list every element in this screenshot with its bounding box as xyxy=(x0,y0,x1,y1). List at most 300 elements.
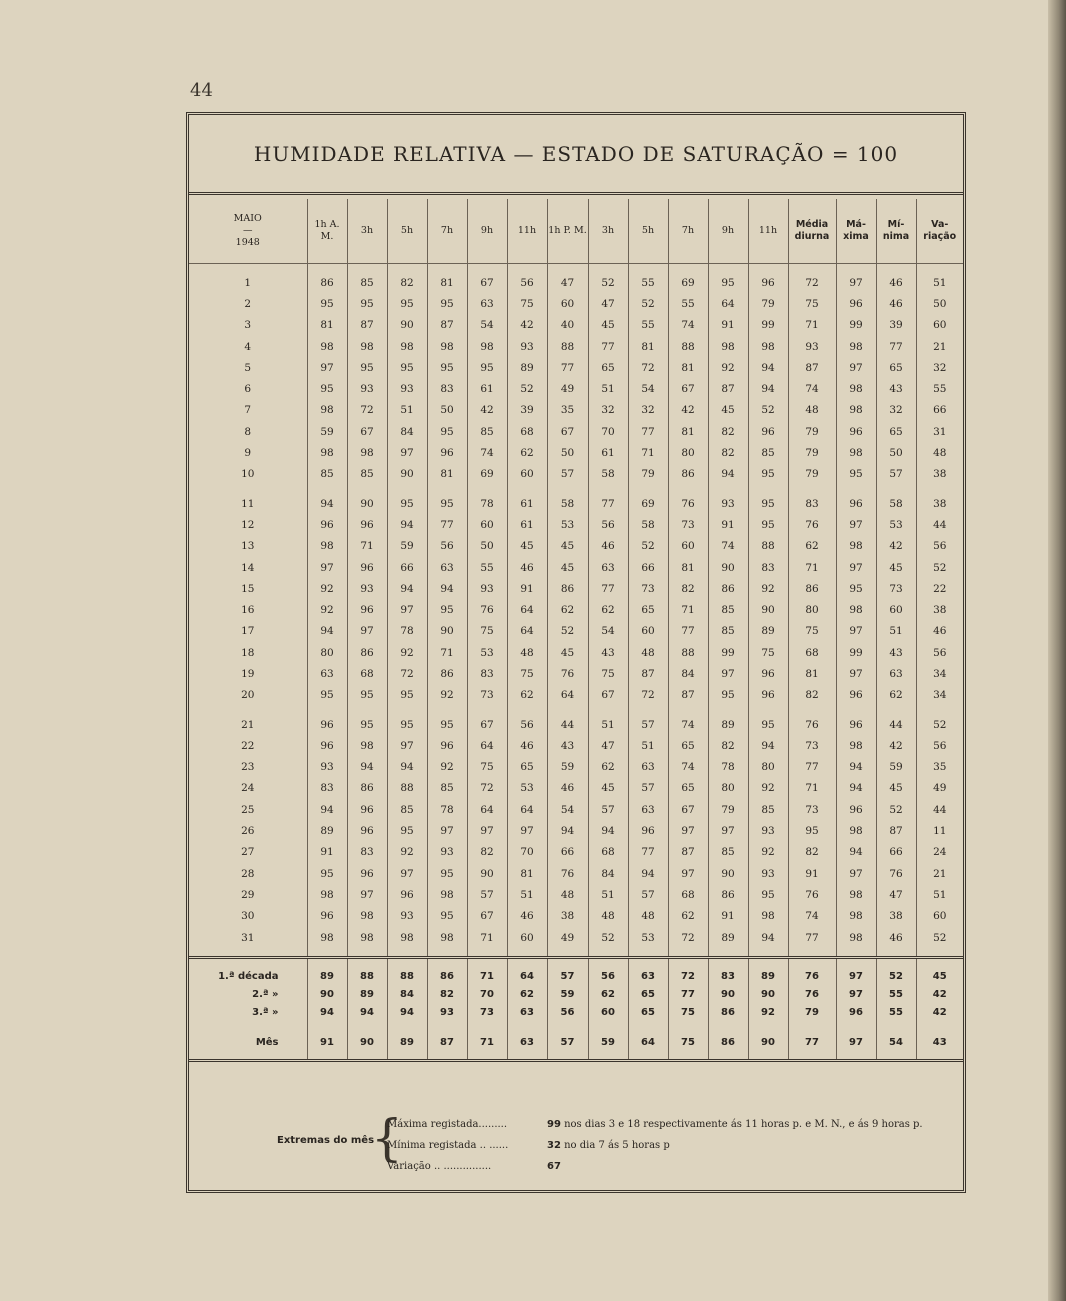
cell-value: 86 xyxy=(708,884,748,905)
header-col-3 xyxy=(427,199,467,264)
cell-value: 42 xyxy=(668,400,708,421)
summary-value: 71 xyxy=(467,958,507,986)
cell-value: 85 xyxy=(467,421,507,442)
summary-value: 84 xyxy=(387,985,427,1003)
cell-value: 82 xyxy=(467,842,507,863)
cell-value: 95 xyxy=(427,599,467,620)
cell-value: 97 xyxy=(836,621,876,642)
cell-value: 11 xyxy=(916,820,963,841)
summary-value: 64 xyxy=(507,958,547,986)
cell-value: 56 xyxy=(588,514,628,535)
cell-value: 81 xyxy=(307,315,347,336)
cell-value: 72 xyxy=(788,264,836,294)
cell-value: 91 xyxy=(708,315,748,336)
cell-value: 46 xyxy=(588,536,628,557)
cell-value: 97 xyxy=(387,599,427,620)
cell-value: 96 xyxy=(427,735,467,756)
cell-value: 76 xyxy=(876,863,916,884)
cell-value: 34 xyxy=(916,685,963,706)
summary-value: 90 xyxy=(347,1021,387,1061)
table-row xyxy=(189,557,963,578)
header-col-text-15: Va-riação xyxy=(923,219,957,242)
row-day: 30 xyxy=(241,910,255,923)
summary-value: 83 xyxy=(708,958,748,986)
cell-value: 50 xyxy=(467,536,507,557)
cell-value: 59 xyxy=(547,757,588,778)
cell-value: 48 xyxy=(628,906,668,927)
cell-value: 55 xyxy=(628,264,668,294)
cell-value: 83 xyxy=(467,663,507,684)
table-row xyxy=(189,799,963,820)
cell-value: 98 xyxy=(836,906,876,927)
cell-value: 95 xyxy=(427,421,467,442)
cell-value: 98 xyxy=(307,400,347,421)
cell-value: 87 xyxy=(628,663,668,684)
cell-value: 49 xyxy=(547,378,588,399)
cell-value: 95 xyxy=(708,685,748,706)
cell-value: 96 xyxy=(347,799,387,820)
summary-value: 71 xyxy=(467,1021,507,1061)
table-row xyxy=(189,642,963,663)
summary-value: 77 xyxy=(788,1021,836,1061)
table-row xyxy=(189,464,963,485)
cell-value: 62 xyxy=(507,685,547,706)
cell-value: 98 xyxy=(836,400,876,421)
row-day: 29 xyxy=(241,888,255,901)
cell-value: 57 xyxy=(628,778,668,799)
table-row xyxy=(189,578,963,599)
cell-value: 72 xyxy=(387,663,427,684)
cell-value: 52 xyxy=(876,799,916,820)
page-edge-shadow xyxy=(1048,0,1066,1301)
cell-value: 90 xyxy=(427,621,467,642)
cell-value: 98 xyxy=(307,336,347,357)
cell-value: 88 xyxy=(387,778,427,799)
cell-value: 98 xyxy=(347,336,387,357)
cell-value: 98 xyxy=(836,884,876,905)
cell-value: 53 xyxy=(507,778,547,799)
cell-value: 92 xyxy=(307,599,347,620)
cell-value: 31 xyxy=(916,421,963,442)
row-day: 4 xyxy=(244,340,252,353)
cell-value: 85 xyxy=(708,621,748,642)
cell-value: 95 xyxy=(387,485,427,514)
cell-value: 92 xyxy=(387,642,427,663)
cell-value: 60 xyxy=(876,599,916,620)
cell-value: 96 xyxy=(387,884,427,905)
header-col-0 xyxy=(307,199,347,264)
cell-value: 98 xyxy=(836,378,876,399)
cell-value: 94 xyxy=(836,757,876,778)
cell-value: 96 xyxy=(347,599,387,620)
cell-value: 86 xyxy=(347,642,387,663)
header-col-8 xyxy=(628,199,668,264)
cell-value: 58 xyxy=(628,514,668,535)
cell-value: 72 xyxy=(668,927,708,958)
cell-value: 38 xyxy=(547,906,588,927)
cell-value: 56 xyxy=(916,536,963,557)
table-row xyxy=(189,757,963,778)
cell-value: 74 xyxy=(788,906,836,927)
cell-value: 57 xyxy=(547,464,588,485)
table-row xyxy=(189,315,963,336)
cell-value: 43 xyxy=(876,378,916,399)
cell-value: 55 xyxy=(916,378,963,399)
cell-value: 95 xyxy=(708,264,748,294)
cell-value: 96 xyxy=(748,421,788,442)
summary-label: 1.ª década xyxy=(189,958,307,986)
cell-value: 60 xyxy=(467,514,507,535)
cell-value: 97 xyxy=(347,884,387,905)
cell-value: 95 xyxy=(427,706,467,735)
cell-value: 73 xyxy=(668,514,708,535)
cell-value: 82 xyxy=(788,842,836,863)
cell-value: 80 xyxy=(708,778,748,799)
cell-value: 93 xyxy=(427,842,467,863)
cell-value: 92 xyxy=(748,778,788,799)
cell-value: 75 xyxy=(467,621,507,642)
cell-value: 95 xyxy=(748,485,788,514)
table-row xyxy=(189,442,963,463)
cell-value: 94 xyxy=(748,378,788,399)
cell-value: 53 xyxy=(876,514,916,535)
cell-value: 94 xyxy=(628,863,668,884)
cell-value: 52 xyxy=(916,706,963,735)
cell-value: 71 xyxy=(347,536,387,557)
cell-value: 92 xyxy=(307,578,347,599)
row-day: 27 xyxy=(241,846,255,859)
extremas-value-number: 32 xyxy=(547,1140,561,1151)
cell-value: 89 xyxy=(507,357,547,378)
cell-value: 90 xyxy=(708,557,748,578)
header-col-15 xyxy=(916,199,963,264)
cell-value: 66 xyxy=(547,842,588,863)
cell-value: 88 xyxy=(668,336,708,357)
cell-value: 91 xyxy=(307,842,347,863)
cell-value: 79 xyxy=(788,464,836,485)
cell-value: 75 xyxy=(467,757,507,778)
summary-value: 86 xyxy=(427,958,467,986)
cell-value: 98 xyxy=(836,536,876,557)
cell-value: 55 xyxy=(668,293,708,314)
row-day: 20 xyxy=(241,689,255,702)
cell-value: 81 xyxy=(668,557,708,578)
cell-value: 54 xyxy=(467,315,507,336)
cell-value: 71 xyxy=(467,927,507,958)
cell-value: 97 xyxy=(307,557,347,578)
cell-value: 96 xyxy=(748,685,788,706)
cell-value: 99 xyxy=(748,315,788,336)
extremas-label: Variação .. ............... xyxy=(387,1161,492,1172)
cell-value: 98 xyxy=(427,927,467,958)
cell-value: 72 xyxy=(467,778,507,799)
row-day: 21 xyxy=(241,718,255,731)
cell-value: 89 xyxy=(708,706,748,735)
cell-value: 63 xyxy=(467,293,507,314)
cell-value: 88 xyxy=(748,536,788,557)
cell-value: 90 xyxy=(387,315,427,336)
cell-value: 38 xyxy=(876,906,916,927)
cell-value: 46 xyxy=(507,735,547,756)
cell-value: 75 xyxy=(788,621,836,642)
summary-row xyxy=(189,958,963,986)
cell-value: 99 xyxy=(836,642,876,663)
cell-value: 98 xyxy=(347,906,387,927)
cell-value: 52 xyxy=(748,400,788,421)
cell-value: 21 xyxy=(916,863,963,884)
header-col-9 xyxy=(668,199,708,264)
row-day: 15 xyxy=(241,582,255,595)
cell-value: 56 xyxy=(916,735,963,756)
cell-value: 51 xyxy=(588,884,628,905)
cell-value: 42 xyxy=(876,536,916,557)
extremas-value xyxy=(547,1140,967,1151)
summary-value: 90 xyxy=(748,985,788,1003)
cell-value: 71 xyxy=(788,557,836,578)
cell-value: 66 xyxy=(876,842,916,863)
cell-value: 97 xyxy=(387,735,427,756)
cell-value: 68 xyxy=(668,884,708,905)
table-row xyxy=(189,884,963,905)
cell-value: 61 xyxy=(588,442,628,463)
cell-value: 93 xyxy=(748,863,788,884)
cell-value: 81 xyxy=(628,336,668,357)
table-row xyxy=(189,706,963,735)
cell-value: 62 xyxy=(507,442,547,463)
table-row xyxy=(189,778,963,799)
cell-value: 62 xyxy=(547,599,588,620)
cell-value: 83 xyxy=(427,378,467,399)
cell-value: 32 xyxy=(916,357,963,378)
summary-value: 92 xyxy=(748,1003,788,1021)
cell-value: 95 xyxy=(307,293,347,314)
cell-value: 43 xyxy=(588,642,628,663)
cell-value: 77 xyxy=(628,842,668,863)
table-row xyxy=(189,621,963,642)
cell-value: 85 xyxy=(347,264,387,294)
cell-value: 95 xyxy=(387,293,427,314)
cell-value: 87 xyxy=(668,685,708,706)
summary-value: 64 xyxy=(628,1021,668,1061)
summary-value: 59 xyxy=(588,1021,628,1061)
cell-value: 95 xyxy=(427,293,467,314)
cell-value: 97 xyxy=(467,820,507,841)
cell-value: 69 xyxy=(467,464,507,485)
cell-value: 80 xyxy=(307,642,347,663)
cell-value: 45 xyxy=(876,557,916,578)
cell-value: 82 xyxy=(708,735,748,756)
cell-value: 51 xyxy=(876,621,916,642)
table-frame xyxy=(186,112,966,1193)
cell-value: 64 xyxy=(467,799,507,820)
cell-value: 44 xyxy=(876,706,916,735)
cell-value: 93 xyxy=(467,578,507,599)
cell-value: 96 xyxy=(748,663,788,684)
cell-value: 96 xyxy=(307,514,347,535)
cell-value: 68 xyxy=(588,842,628,863)
cell-value: 96 xyxy=(347,557,387,578)
header-col-text-3: 7h xyxy=(440,225,454,236)
header-month-year xyxy=(189,199,307,264)
cell-value: 49 xyxy=(916,778,963,799)
cell-value: 62 xyxy=(668,906,708,927)
extremas-title: Extremas do mês xyxy=(277,1135,375,1146)
cell-value: 63 xyxy=(876,663,916,684)
cell-value: 95 xyxy=(387,357,427,378)
cell-value: 51 xyxy=(387,400,427,421)
cell-value: 95 xyxy=(748,706,788,735)
cell-value: 61 xyxy=(467,378,507,399)
summary-value: 77 xyxy=(668,985,708,1003)
cell-value: 46 xyxy=(547,778,588,799)
cell-value: 67 xyxy=(668,378,708,399)
cell-value: 95 xyxy=(427,357,467,378)
cell-value: 35 xyxy=(916,757,963,778)
cell-value: 94 xyxy=(427,578,467,599)
cell-value: 84 xyxy=(387,421,427,442)
cell-value: 46 xyxy=(876,264,916,294)
cell-value: 97 xyxy=(427,820,467,841)
cell-value: 93 xyxy=(708,485,748,514)
cell-value: 98 xyxy=(347,442,387,463)
summary-value: 89 xyxy=(748,958,788,986)
cell-value: 50 xyxy=(547,442,588,463)
cell-value: 73 xyxy=(876,578,916,599)
cell-value: 90 xyxy=(467,863,507,884)
summary-value: 55 xyxy=(876,1003,916,1021)
row-day: 13 xyxy=(241,540,255,553)
cell-value: 45 xyxy=(547,642,588,663)
table-row xyxy=(189,336,963,357)
extremas-value-number: 99 xyxy=(547,1119,561,1130)
cell-value: 99 xyxy=(836,315,876,336)
table-row xyxy=(189,536,963,557)
cell-value: 67 xyxy=(547,421,588,442)
summary-value: 90 xyxy=(748,1021,788,1061)
header-col-1 xyxy=(347,199,387,264)
cell-value: 46 xyxy=(507,906,547,927)
cell-value: 42 xyxy=(467,400,507,421)
summary-row xyxy=(189,1003,963,1021)
cell-value: 86 xyxy=(307,264,347,294)
row-day: 12 xyxy=(241,518,255,531)
cell-value: 95 xyxy=(836,464,876,485)
row-day: 24 xyxy=(241,782,255,795)
cell-value: 89 xyxy=(748,621,788,642)
cell-value: 44 xyxy=(916,514,963,535)
cell-value: 75 xyxy=(507,293,547,314)
cell-value: 96 xyxy=(836,799,876,820)
cell-value: 77 xyxy=(788,927,836,958)
cell-value: 52 xyxy=(547,621,588,642)
summary-value: 87 xyxy=(427,1021,467,1061)
cell-value: 94 xyxy=(547,820,588,841)
row-day: 19 xyxy=(241,667,255,680)
cell-value: 57 xyxy=(876,464,916,485)
cell-value: 49 xyxy=(547,927,588,958)
cell-value: 83 xyxy=(788,485,836,514)
cell-value: 95 xyxy=(347,706,387,735)
cell-value: 95 xyxy=(347,293,387,314)
row-day: 23 xyxy=(241,761,255,774)
cell-value: 93 xyxy=(748,820,788,841)
cell-value: 77 xyxy=(588,485,628,514)
cell-value: 74 xyxy=(708,536,748,557)
cell-value: 47 xyxy=(588,293,628,314)
table-row xyxy=(189,906,963,927)
cell-value: 85 xyxy=(748,799,788,820)
cell-value: 60 xyxy=(916,315,963,336)
cell-value: 96 xyxy=(836,293,876,314)
cell-value: 65 xyxy=(668,735,708,756)
summary-value: 97 xyxy=(836,958,876,986)
cell-value: 94 xyxy=(748,927,788,958)
cell-value: 52 xyxy=(916,557,963,578)
row-day: 31 xyxy=(241,931,255,944)
cell-value: 73 xyxy=(628,578,668,599)
cell-value: 83 xyxy=(347,842,387,863)
cell-value: 95 xyxy=(307,863,347,884)
cell-value: 24 xyxy=(916,842,963,863)
header-col-text-11: 11h xyxy=(758,225,778,236)
cell-value: 93 xyxy=(507,336,547,357)
cell-value: 45 xyxy=(588,778,628,799)
cell-value: 79 xyxy=(788,442,836,463)
cell-value: 91 xyxy=(788,863,836,884)
cell-value: 65 xyxy=(507,757,547,778)
cell-value: 87 xyxy=(876,820,916,841)
header-col-12 xyxy=(788,199,836,264)
cell-value: 95 xyxy=(788,820,836,841)
extremas-value xyxy=(547,1119,967,1130)
cell-value: 73 xyxy=(788,735,836,756)
cell-value: 58 xyxy=(876,485,916,514)
summary-value: 65 xyxy=(628,1003,668,1021)
cell-value: 60 xyxy=(668,536,708,557)
cell-value: 95 xyxy=(467,357,507,378)
cell-value: 98 xyxy=(387,927,427,958)
cell-value: 81 xyxy=(427,264,467,294)
cell-value: 95 xyxy=(387,706,427,735)
cell-value: 71 xyxy=(788,315,836,336)
cell-value: 46 xyxy=(876,293,916,314)
cell-value: 64 xyxy=(467,735,507,756)
cell-value: 87 xyxy=(788,357,836,378)
cell-value: 78 xyxy=(467,485,507,514)
cell-value: 75 xyxy=(788,293,836,314)
cell-value: 95 xyxy=(347,685,387,706)
cell-value: 71 xyxy=(668,599,708,620)
cell-value: 67 xyxy=(668,799,708,820)
cell-value: 66 xyxy=(387,557,427,578)
table-row xyxy=(189,357,963,378)
cell-value: 66 xyxy=(628,557,668,578)
cell-value: 76 xyxy=(788,884,836,905)
table-row xyxy=(189,735,963,756)
cell-value: 82 xyxy=(708,442,748,463)
cell-value: 47 xyxy=(876,884,916,905)
cell-value: 93 xyxy=(387,906,427,927)
cell-value: 47 xyxy=(588,735,628,756)
cell-value: 44 xyxy=(916,799,963,820)
summary-value: 97 xyxy=(836,1021,876,1061)
header-col-4 xyxy=(467,199,507,264)
cell-value: 57 xyxy=(628,706,668,735)
header-dash: — xyxy=(243,225,253,236)
cell-value: 86 xyxy=(427,663,467,684)
cell-value: 53 xyxy=(467,642,507,663)
cell-value: 59 xyxy=(876,757,916,778)
